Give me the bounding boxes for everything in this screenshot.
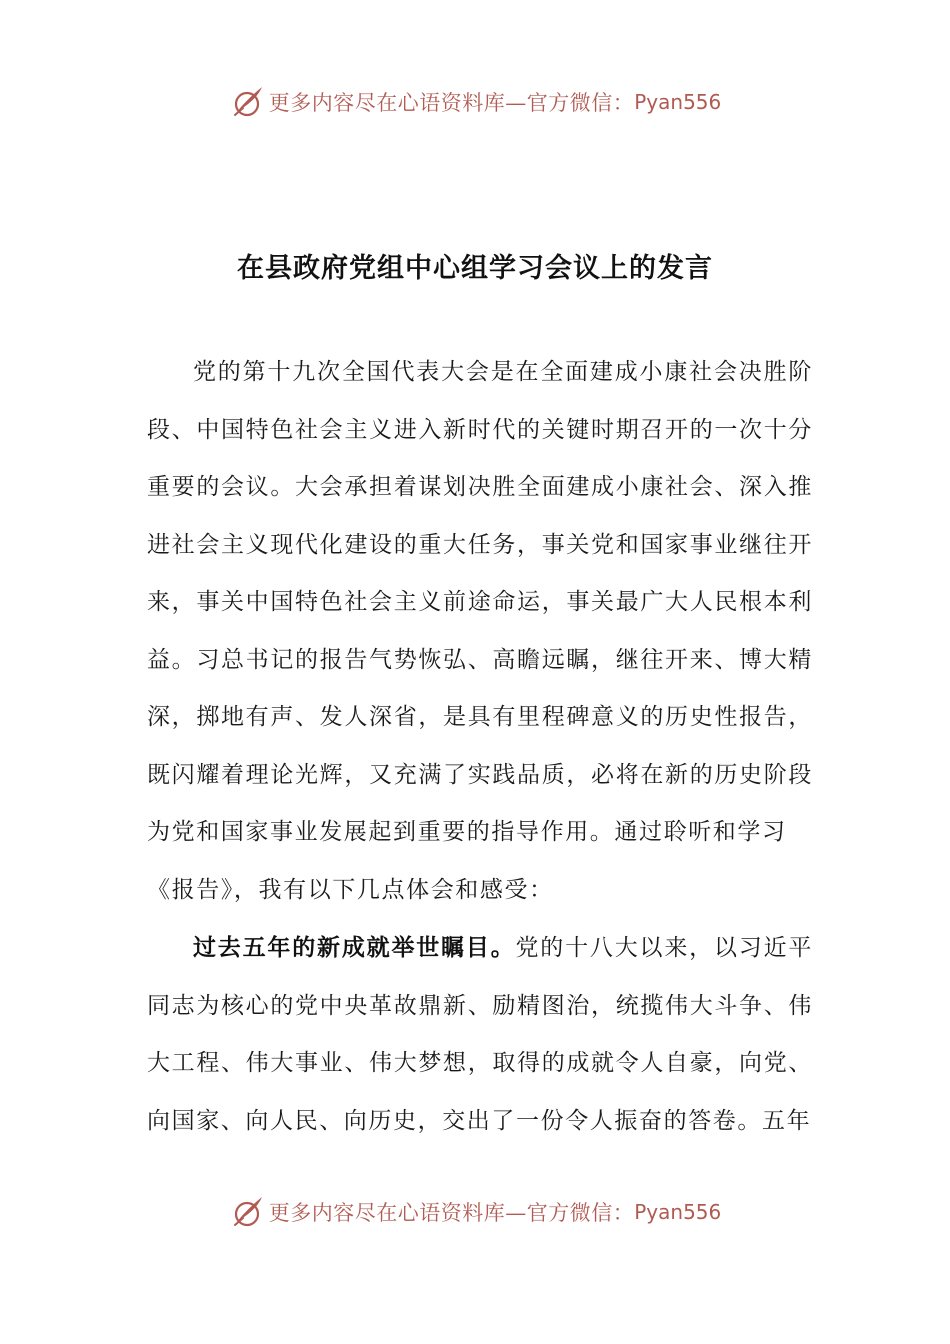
paragraph-achievements-heading: 过去五年的新成就举世瞩目。 <box>193 934 516 961</box>
paragraph-intro-tail: 《报告》，我有以下几点体会和感受： <box>147 876 554 903</box>
paragraph-achievements-text: 党的十八大以来，以习近平同志为核心的党中央革故鼎新、励精图治，统揽伟大斗争、伟大工程、伟大事业、伟大梦想，取得的成就令人自豪，向党、向国家、向人民、向历史，交出了一份令人振奋的答卷。五年 <box>147 935 813 1134</box>
quill-feather-logo-icon <box>229 84 265 120</box>
banner-text: 更多内容尽在心语资料库—官方微信： <box>268 1201 635 1225</box>
banner-wechat-id: Pyan556 <box>634 1200 722 1224</box>
document-body <box>147 344 813 1150</box>
quill-feather-logo-icon <box>229 1194 265 1230</box>
banner-wechat-id: Pyan556 <box>634 90 722 114</box>
document-title: 在县政府党组中心组学习会议上的发言 <box>237 253 713 284</box>
header-banner <box>0 80 950 124</box>
footer-banner <box>0 1190 950 1234</box>
paragraph-intro: 党的第十九次全国代表大会是在全面建成小康社会决胜阶段、中国特色社会主义进入新时代的关键时期召开的一次十分重要的会议。大会承担着谋划决胜全面建成小康社会、深入推进社会主义现代化建设的重大任务，事关党和国家事业继往开来，事关中国特色社会主义前途命运，事关最广大人民根本利益。习总书记的报告气势恢弘、高瞻远瞩，继往开来、博大精深，掷地有声、发人深省，是具有里程碑意义的历史性报告，既闪耀着理论光辉，又充满了实践品质，必将在新的历史阶段为党和国家事业发展起到重要的指导作用。通过聆听和学习 <box>147 359 813 845</box>
paragraph-achievements <box>147 919 813 1150</box>
banner-text: 更多内容尽在心语资料库—官方微信： <box>268 91 635 115</box>
